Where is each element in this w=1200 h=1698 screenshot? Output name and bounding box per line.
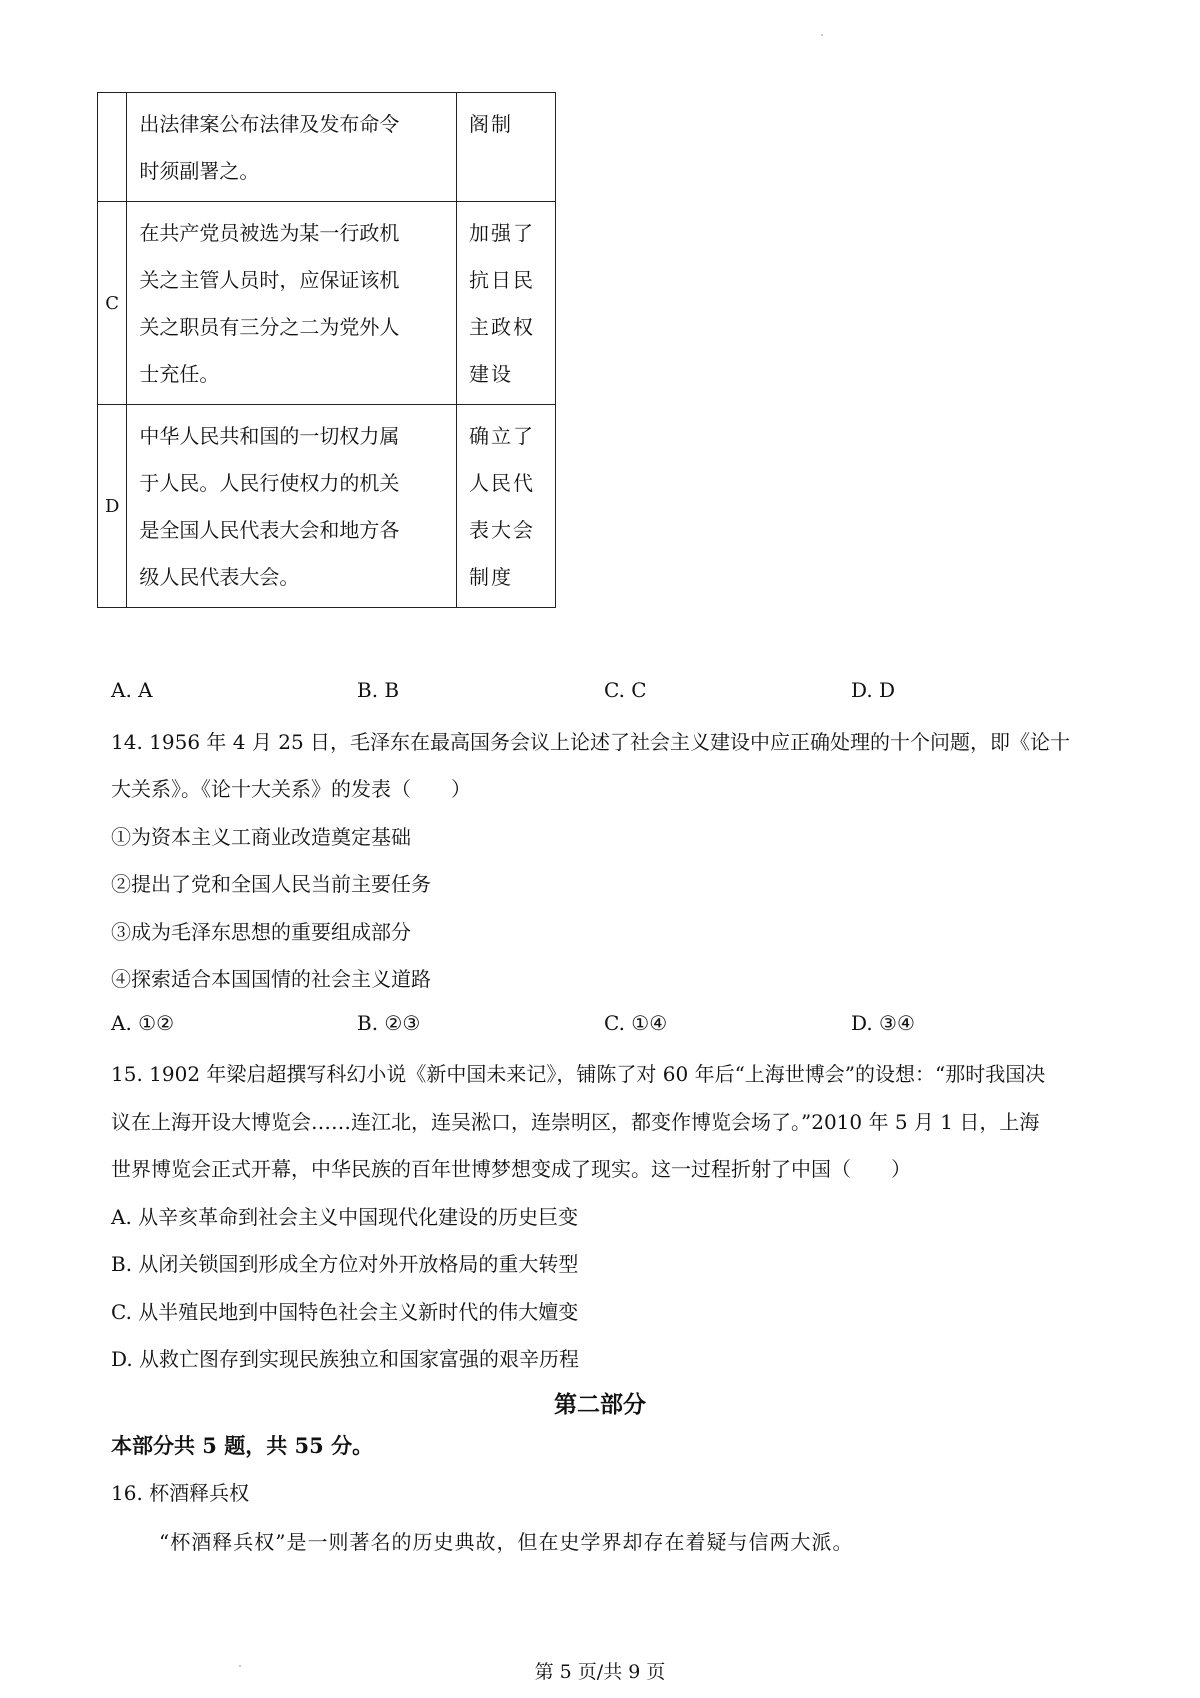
result-line: 加强了 <box>468 221 535 245</box>
page-footer: 第 5 页/共 9 页 <box>534 1661 666 1683</box>
q13-choice-a[interactable]: A. A <box>111 678 153 702</box>
option-label: C <box>98 202 127 405</box>
q14-item-3: ③成为毛泽东思想的重要组成部分 <box>111 920 411 944</box>
option-result <box>456 405 555 608</box>
option-description <box>127 93 457 202</box>
scan-dot <box>821 34 823 36</box>
option-result <box>456 93 555 202</box>
q14-choice-d[interactable]: D. ③④ <box>851 1011 915 1035</box>
result-line: 主政权 <box>468 315 535 339</box>
table-row <box>98 202 556 405</box>
part2-note: 本部分共 5 题，共 55 分。 <box>111 1433 374 1458</box>
description-line: 于人民。人民行使权力的机关 <box>139 471 400 495</box>
description-line: 级人民代表大会。 <box>139 565 300 589</box>
result-line: 确立了 <box>468 424 535 448</box>
q13-choice-d[interactable]: D. D <box>851 678 896 702</box>
q14-choice-b[interactable]: B. ②③ <box>357 1011 421 1035</box>
result-line: 抗日民 <box>468 268 535 292</box>
result-line: 阁制 <box>468 112 513 136</box>
description-line: 时须副署之。 <box>139 159 260 183</box>
description-line: 中华人民共和国的一切权力属 <box>139 424 400 448</box>
q15-choice-b[interactable]: B. 从闭关锁国到形成全方位对外开放格局的重大转型 <box>111 1252 579 1276</box>
table-row <box>98 405 556 608</box>
q13-choice-b[interactable]: B. B <box>357 678 400 702</box>
q15-choice-a[interactable]: A. 从辛亥革命到社会主义中国现代化建设的历史巨变 <box>111 1205 579 1229</box>
result-line: 表大会 <box>468 518 535 542</box>
q14-item-1: ①为资本主义工商业改造奠定基础 <box>111 825 411 849</box>
q15-stem-line3: 世界博览会正式开幕，中华民族的百年世博梦想变成了现实。这一过程折射了中国（ ） <box>111 1157 911 1181</box>
q14-choice-c[interactable]: C. ①④ <box>604 1011 668 1035</box>
q15-stem-line2: 议在上海开设大博览会……连江北，连吴淞口，连崇明区，都变作博览会场了。”2010 年 5 月 1 日，上海 <box>111 1110 1040 1134</box>
q14-choice-a[interactable]: A. ①② <box>111 1011 175 1035</box>
description-line: 士充任。 <box>139 362 220 386</box>
q14-item-2: ②提出了党和全国人民当前主要任务 <box>111 872 431 896</box>
description-line: 在共产党员被选为某一行政机 <box>139 221 400 245</box>
result-line: 制度 <box>468 565 513 589</box>
q16-title: 16. 杯酒释兵权 <box>111 1481 250 1505</box>
q13-choice-c[interactable]: C. C <box>604 678 647 702</box>
description-line: 出法律案公布法律及发布命令 <box>139 112 400 136</box>
q15-choice-c[interactable]: C. 从半殖民地到中国特色社会主义新时代的伟大嬗变 <box>111 1300 579 1324</box>
options-table <box>97 92 556 608</box>
result-line: 人民代 <box>468 471 535 495</box>
table-row <box>98 93 556 202</box>
q14-item-4: ④探索适合本国国情的社会主义道路 <box>111 967 431 991</box>
option-description <box>127 405 457 608</box>
part2-title: 第二部分 <box>554 1391 646 1418</box>
result-line: 建设 <box>468 362 513 386</box>
scan-dot <box>239 1665 241 1667</box>
q14-stem-line1: 14. 1956 年 4 月 25 日，毛泽东在最高国务会议上论述了社会主义建设中应正确处理的十个问题，即《论十 <box>111 730 1071 754</box>
description-line: 关之主管人员时，应保证该机 <box>139 268 400 292</box>
option-result <box>456 202 555 405</box>
q15-stem-line1: 15. 1902 年梁启超撰写科幻小说《新中国未来记》，铺陈了对 60 年后“上海世博会”的设想：“那时我国决 <box>111 1062 1046 1086</box>
option-label: D <box>98 405 127 608</box>
option-description <box>127 202 457 405</box>
q14-stem-line2: 大关系》。《论十大关系》的发表（ ） <box>111 777 471 801</box>
option-label <box>98 93 127 202</box>
description-line: 关之职员有三分之二为党外人 <box>139 315 400 339</box>
description-line: 是全国人民代表大会和地方各 <box>139 518 400 542</box>
q16-text: “杯酒释兵权”是一则著名的历史典故，但在史学界却存在着疑与信两大派。 <box>159 1530 854 1554</box>
q15-choice-d[interactable]: D. 从救亡图存到实现民族独立和国家富强的艰辛历程 <box>111 1347 580 1371</box>
